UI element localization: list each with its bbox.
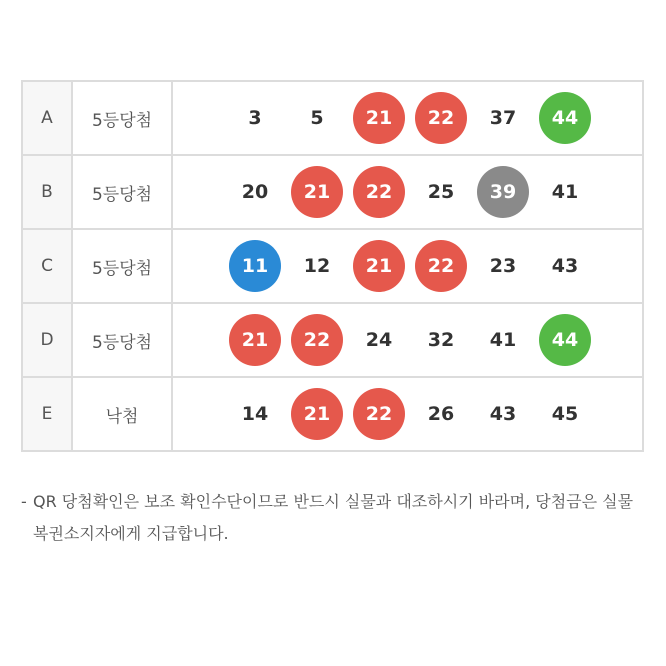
number-value: 20 [241,181,269,203]
number-list [229,314,591,366]
game-label: D [22,303,72,377]
notice-bullet: - [21,492,27,511]
number-value: 37 [489,107,517,129]
number-ball: 44 [539,92,591,144]
number-ball: 11 [229,240,281,292]
number-ball: 22 [353,388,405,440]
number-ball: 22 [415,240,467,292]
number-value: 14 [241,403,269,425]
table-row [22,303,643,377]
lotto-results-table [21,80,644,452]
number-value: 32 [427,329,455,351]
number-value: 41 [489,329,517,351]
number-value: 26 [427,403,455,425]
number-ball: 21 [291,166,343,218]
numbers-cell [172,81,643,155]
game-label: B [22,155,72,229]
rank-result: 5등당첨 [72,229,172,303]
number-list [229,92,591,144]
numbers-cell [172,229,643,303]
notice-text: QR 당첨확인은 보조 확인수단이므로 반드시 실물과 대조하시기 바라며, 당첨금은 실물 복권소지자에게 지급합니다. [33,492,634,543]
number-value: 24 [365,329,393,351]
number-value: 12 [303,255,331,277]
number-ball: 22 [353,166,405,218]
number-ball: 21 [353,92,405,144]
rank-result: 5등당첨 [72,81,172,155]
game-label: C [22,229,72,303]
numbers-cell [172,377,643,451]
game-label: A [22,81,72,155]
number-ball: 39 [477,166,529,218]
rank-result: 5등당첨 [72,155,172,229]
table-row [22,229,643,303]
number-list [229,166,591,218]
rank-result: 5등당첨 [72,303,172,377]
number-value: 23 [489,255,517,277]
number-value: 43 [489,403,517,425]
number-ball: 21 [229,314,281,366]
number-list [229,388,591,440]
number-value: 5 [310,107,324,129]
number-ball: 22 [415,92,467,144]
number-value: 41 [551,181,579,203]
number-value: 43 [551,255,579,277]
rank-result: 낙첨 [72,377,172,451]
table-row [22,377,643,451]
number-value: 45 [551,403,579,425]
number-ball: 22 [291,314,343,366]
numbers-cell [172,303,643,377]
number-ball: 21 [353,240,405,292]
number-ball: 21 [291,388,343,440]
number-value: 3 [248,107,262,129]
qr-notice [21,486,647,550]
results-table-body [22,81,643,451]
number-ball: 44 [539,314,591,366]
game-label: E [22,377,72,451]
table-row [22,155,643,229]
numbers-cell [172,155,643,229]
number-value: 25 [427,181,455,203]
table-row [22,81,643,155]
number-list [229,240,591,292]
